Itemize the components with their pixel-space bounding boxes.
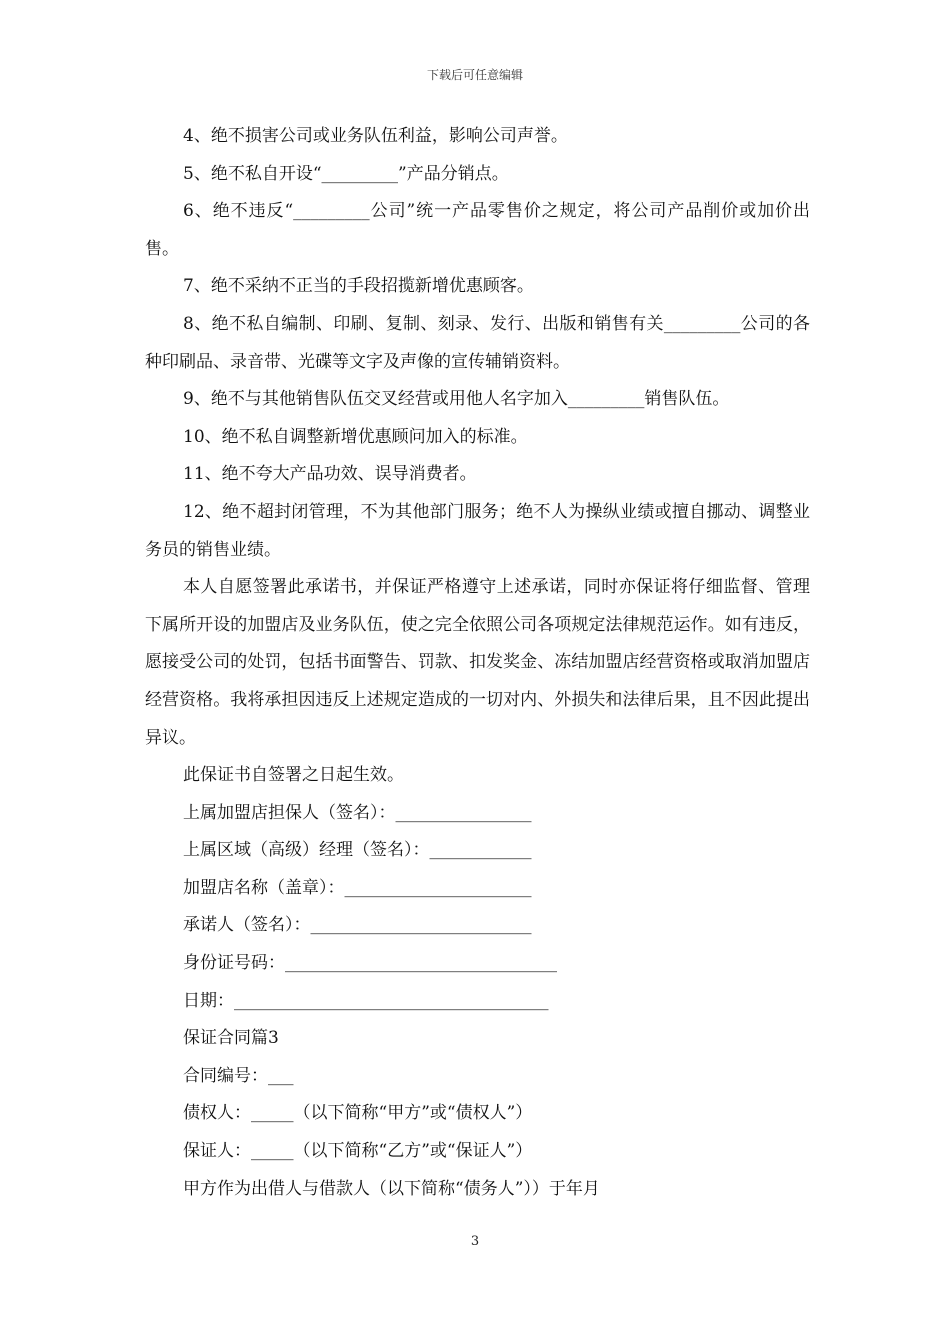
paragraph: 此保证书自签署之日起生效。 [183, 765, 404, 786]
signature-line-promisor: 承诺人（签名）：__________________________ [183, 915, 532, 936]
paragraph: 6、绝不违反“_________公司”统一产品零售价之规定，将公司产品削价或加价出售。 [145, 201, 810, 259]
paragraph: 本人自愿签署此承诺书，并保证严格遵守上述承诺，同时亦保证将仔细监督、管理下属所开设的加盟店及业务队伍，使之完全依照公司各项规定法律规范运作。如有违反，愿接受公司的处罚，包括书面警告、罚款、扣发奖金、冻结加盟店经营资格或取消加盟店经营资格。我将承担因违反上述规定造成的一切对内、外损失和法律后果，且不因此提出异议。 [145, 577, 810, 748]
page-header: 下载后可任意编辑 [426, 68, 523, 82]
paragraph: 甲方作为出借人与借款人（以下简称“债务人”））于年月 [183, 1178, 600, 1199]
signature-line-guarantor: 上属加盟店担保人（签名）：________________ [183, 802, 532, 823]
section-title: 保证合同篇3 [183, 1028, 279, 1049]
paragraph: 8、绝不私自编制、印刷、复制、刻录、发行、出版和销售有关_________公司的各种印刷品、录音带、光碟等文字及声像的宣传辅销资料。 [145, 313, 810, 372]
signature-line-manager: 上属区域（高级）经理（签名）：____________ [183, 840, 532, 861]
paragraph: 11、绝不夸大产品功效、误导消费者。 [183, 464, 477, 485]
creditor-line: 债权人：_____（以下简称“甲方”或“债权人”） [183, 1103, 533, 1124]
paragraph: 12、绝不超封闭管理，不为其他部门服务；绝不人为操纵业绩或擅自挪动、调整业务员的销售业绩。 [145, 501, 810, 560]
id-number-line: 身份证号码：________________________________ [183, 953, 557, 974]
paragraph: 7、绝不采纳不正当的手段招揽新增优惠顾客。 [183, 276, 534, 297]
page-number: 3 [470, 1234, 480, 1249]
paragraph: 5、绝不私自开设“_________”产品分销点。 [183, 163, 509, 184]
document-body [145, 118, 810, 1208]
paragraph: 9、绝不与其他销售队伍交叉经营或用他人名字加入_________销售队伍。 [183, 389, 730, 410]
paragraph: 10、绝不私自调整新增优惠顾问加入的标准。 [183, 426, 528, 447]
date-line: 日期：_____________________________________ [183, 990, 549, 1011]
signature-line-store-name: 加盟店名称（盖章）：______________________ [183, 877, 532, 898]
guarantor-line: 保证人：_____（以下简称“乙方”或“保证人”） [183, 1141, 533, 1162]
paragraph: 4、绝不损害公司或业务队伍利益，影响公司声誉。 [183, 126, 568, 146]
contract-number-line: 合同编号：___ [183, 1065, 294, 1086]
